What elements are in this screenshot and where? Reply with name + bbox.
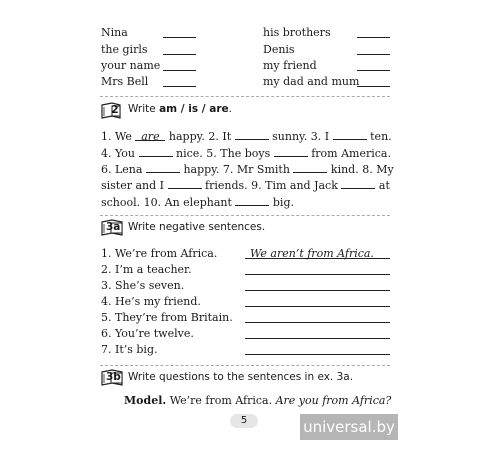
exercise-number: 2 bbox=[111, 103, 119, 116]
word-nina: Nina bbox=[101, 26, 128, 39]
model-line: Model. We’re from Africa. Are you from Africa? bbox=[124, 394, 392, 407]
exercise-3b-instruction: Write questions to the sentences in ex. 3a. bbox=[128, 371, 354, 383]
answer-blank[interactable] bbox=[357, 37, 390, 38]
answer-blank[interactable] bbox=[163, 70, 196, 71]
sentence-5: 5. They’re from Britain. bbox=[101, 311, 233, 324]
section-divider bbox=[100, 215, 390, 216]
answer-line[interactable] bbox=[245, 354, 390, 355]
answer-blank[interactable] bbox=[274, 146, 308, 157]
answer-blank[interactable] bbox=[235, 195, 269, 206]
answer-blank[interactable] bbox=[163, 86, 196, 87]
answer-line[interactable] bbox=[245, 338, 390, 339]
answer-blank[interactable] bbox=[333, 129, 367, 140]
word-his-brothers: his brothers bbox=[263, 26, 331, 39]
sentence-2: 2. I’m a teacher. bbox=[101, 263, 192, 276]
example-answer: We aren’t from Africa. bbox=[250, 247, 374, 260]
word-my-dad-and-mum: my dad and mum bbox=[263, 75, 360, 88]
exercise-2-line-1: 1. We are happy. 2. It sunny. 3. I ten. bbox=[101, 130, 392, 143]
exercise-2-line-3: 6. Lena happy. 7. Mr Smith kind. 8. My bbox=[101, 163, 394, 176]
exercise-number: 3b bbox=[106, 371, 121, 383]
word-the-girls: the girls bbox=[101, 43, 148, 56]
answer-blank[interactable] bbox=[341, 178, 375, 189]
answer-blank[interactable] bbox=[357, 70, 390, 71]
answer-blank[interactable] bbox=[293, 162, 327, 173]
sentence-1: 1. We’re from Africa. bbox=[101, 247, 218, 260]
answer-blank[interactable] bbox=[146, 162, 180, 173]
answer-blank[interactable] bbox=[235, 129, 269, 140]
exercise-2-line-4: sister and I friends. 9. Tim and Jack at bbox=[101, 179, 390, 192]
answer-blank[interactable] bbox=[163, 37, 196, 38]
answer-line[interactable] bbox=[245, 274, 390, 275]
watermark: universal.by bbox=[300, 414, 398, 440]
word-your-name: your name bbox=[101, 59, 161, 72]
exercise-2-line-2: 4. You nice. 5. The boys from America. bbox=[101, 147, 391, 160]
answer-blank[interactable] bbox=[357, 86, 390, 87]
answer-line[interactable] bbox=[245, 322, 390, 323]
exercise-number: 3a bbox=[106, 221, 121, 233]
answer-blank[interactable] bbox=[357, 54, 390, 55]
answer-blank[interactable] bbox=[163, 54, 196, 55]
exercise-2-instruction: Write am / is / are. bbox=[128, 103, 232, 115]
example-answer: are bbox=[135, 130, 165, 141]
word-my-friend: my friend bbox=[263, 59, 317, 72]
sentence-4: 4. He’s my friend. bbox=[101, 295, 201, 308]
sentence-6: 6. You’re twelve. bbox=[101, 327, 194, 340]
exercise-3a-instruction: Write negative sentences. bbox=[128, 221, 266, 233]
sentence-3: 3. She’s seven. bbox=[101, 279, 185, 292]
answer-line[interactable] bbox=[245, 306, 390, 307]
answer-line[interactable] bbox=[245, 258, 390, 259]
page-number: 5 bbox=[230, 414, 258, 428]
exercise-2-line-5: school. 10. An elephant big. bbox=[101, 196, 294, 209]
sentence-7: 7. It’s big. bbox=[101, 343, 158, 356]
answer-blank[interactable] bbox=[168, 178, 202, 189]
section-divider bbox=[100, 365, 390, 366]
answer-blank[interactable] bbox=[139, 146, 173, 157]
word-denis: Denis bbox=[263, 43, 295, 56]
section-divider bbox=[100, 96, 390, 97]
answer-line[interactable] bbox=[245, 290, 390, 291]
word-mrs-bell: Mrs Bell bbox=[101, 75, 149, 88]
